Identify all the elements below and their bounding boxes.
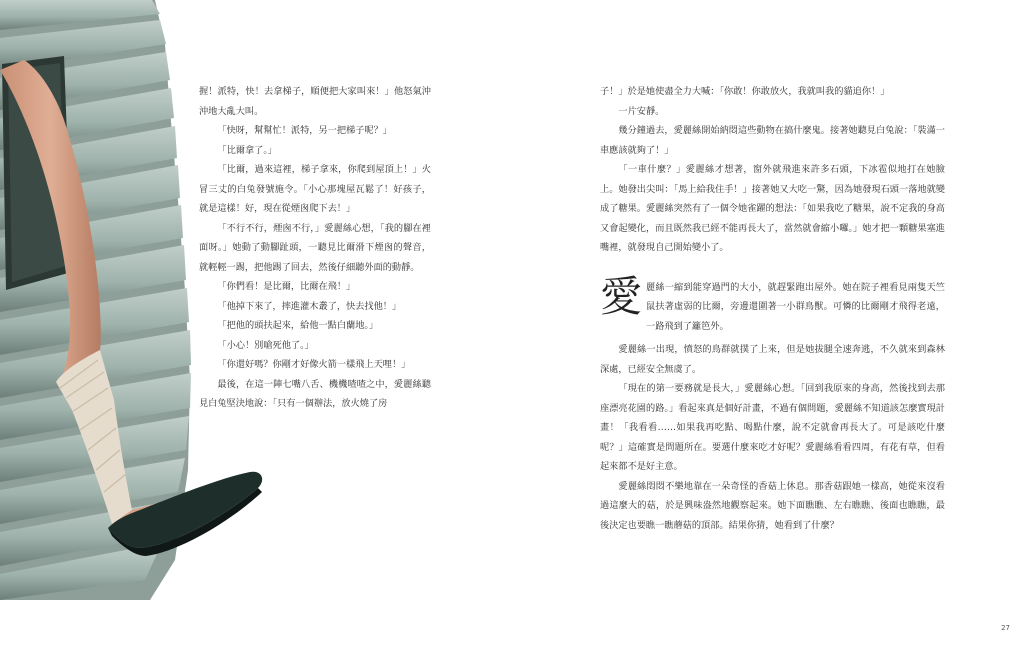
paragraph: 握！派特，快！去拿梯子，順便把大家叫來！」他怒氣沖沖地大亂大叫。 <box>199 86 431 117</box>
paragraph: 「你們看！是比爾，比爾在飛！」 <box>217 281 356 292</box>
drop-cap: 愛 <box>600 271 643 321</box>
paragraph: 「比爾拿了。」 <box>217 144 278 156</box>
right-text-column <box>600 82 945 535</box>
paragraph: 一片安靜。 <box>618 105 665 117</box>
paragraph: 麗絲一縮到能穿過門的大小，就趕緊跑出屋外。她在院子裡看見兩隻天竺鼠扶著虛弱的比爾，旁邊還圍著一小群鳥獸。可憐的比爾剛才飛得老遠，一路飛到了籬笆外。 <box>646 281 945 332</box>
paragraph: 「快呀，幫幫忙！派特，另一把梯子呢？」 <box>217 125 392 136</box>
paragraph: 「比爾，過來這裡，梯子拿來，你爬到屋頂上！」火冒三丈的白兔發號施令。「小心那塊屋瓦鬆了！好孩子，就是這樣！好，現在從煙囪爬下去！」 <box>199 164 431 214</box>
dropcap-paragraph <box>600 271 945 337</box>
paragraph: 「你還好嗎？你剛才好像火箭一樣飛上天哩！」 <box>217 359 411 370</box>
paragraph: 「他掉下來了，摔進灌木叢了，快去找他！」 <box>217 300 402 312</box>
paragraph: 最後，在這一陣七嘴八舌、機機喳喳之中，愛麗絲聽見白兔堅決地說：「只有一個辦法，放火燒了房 <box>199 378 431 409</box>
paragraph: 幾分鐘過去，愛麗絲開始納悶這些動物在搞什麼鬼。接著她聽見白兔說：「裝滿一車應該就夠了！」 <box>600 125 945 156</box>
paragraph: 「把他的頭扶起來，給他一點白蘭地。」 <box>217 320 379 331</box>
paragraph: 愛麗絲悶悶不樂地靠在一朵奇怪的香菇上休息。那香菇跟她一樣高，她從來沒看過這麼大的菇，於是興味盎然地觀察起來。她下面瞧瞧、左右瞧瞧、後面也瞧瞧，最後決定也要瞧一瞧蘑菇的頂部。結果你猜，她看到了什麼？ <box>600 480 945 531</box>
paragraph: 「現在的第一要務就是長大，」愛麗絲心想。「回到我原來的身高，然後找到去那座漂亮花園的路。」看起來真是個好計畫，不過有個問題，愛麗絲不知道該怎麼實現計畫！「我看看……如果我再吃點、喝點什麼，說不定就會再長大了。可是該吃什麼呢？」這確實是問題所在。要選什麼來吃才好呢？愛麗絲看看四周，有花有草，但看起來都不是好主意。 <box>600 383 945 472</box>
paragraph: 子！」於是她使盡全力大喊：「你敢！你敢放火，我就叫我的貓追你！」 <box>600 86 890 97</box>
paragraph: 「一車什麼？」愛麗絲才想著，窗外就飛進來許多石頭，下冰雹似地打在她臉上。她發出尖叫：「馬上給我住手！」接著她又大吃一驚，因為她發現石頭一落地就變成了糖果。愛麗絲突然有了一個令她雀躍的想法：「如果我吃了糖果，說不定我的身高又會起變化，而且既然我已經不能再長大了，當然就會縮小囉。」她才把一顆糖果塞進嘴裡，就發現自己開始變小了。 <box>600 164 945 253</box>
paragraph: 「小心！別嗆死他了。」 <box>217 339 314 351</box>
paragraph: 「不行不行，煙囪不行，」愛麗絲心想，「我的腳在裡面呀。」她動了動腳趾頭，一聽見比爾滑下煙囪的聲音，就輕輕一踢，把他踢了回去，然後仔細聽外面的動靜。 <box>199 222 431 273</box>
page-number: 27 <box>1001 624 1010 632</box>
paragraph: 愛麗絲一出現，憤怒的鳥群就撲了上來，但是她拔腿全速奔逃，不久就來到森林深處，已經安全無虞了。 <box>600 344 945 375</box>
left-text-column <box>199 82 431 414</box>
